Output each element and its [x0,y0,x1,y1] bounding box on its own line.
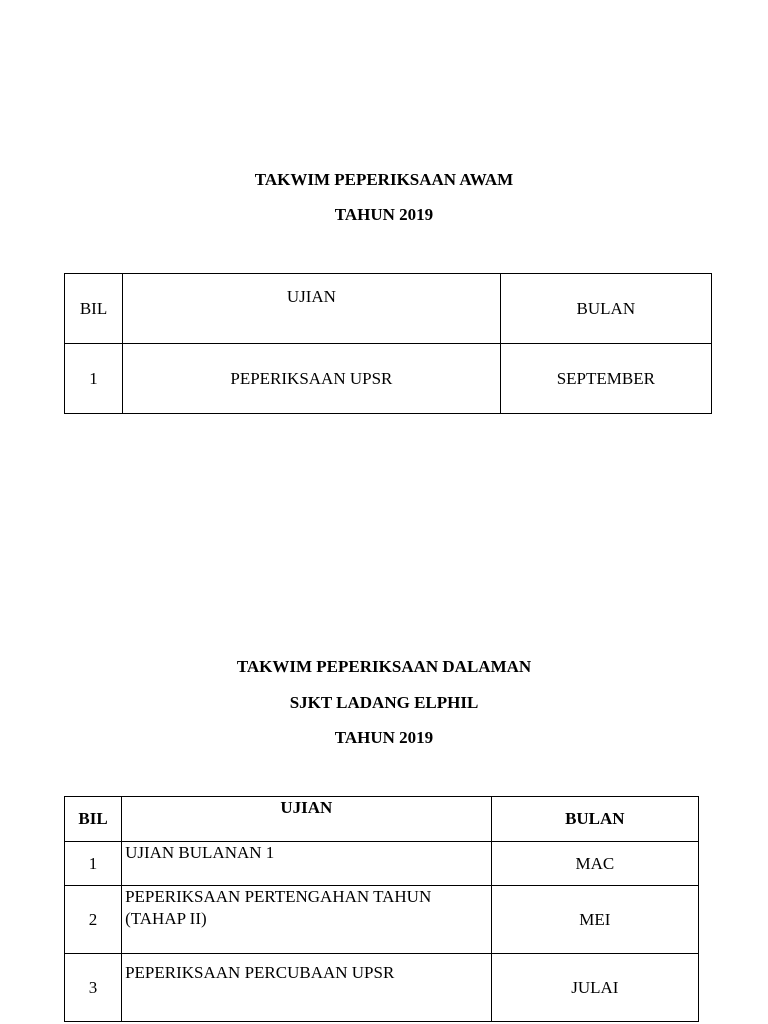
cell-bil: 1 [65,842,122,886]
public-exam-table [64,273,712,414]
public-exam-year: TAHUN 2019 [334,205,434,224]
cell-ujian: UJIAN BULANAN 1 [122,842,492,886]
table-row [65,886,699,954]
header-bulan: BULAN [500,274,711,344]
table-row [65,842,699,886]
header-bil: BIL [65,274,123,344]
cell-ujian: PEPERIKSAAN PERCUBAAN UPSR [122,954,492,1022]
header-ujian: UJIAN [122,797,492,842]
internal-exam-year: TAHUN 2019 [334,728,434,747]
internal-exam-table [64,796,699,1022]
cell-bulan: JULAI [491,954,698,1022]
header-ujian: UJIAN [123,274,501,344]
table-header-row [65,797,699,842]
header-bulan: BULAN [491,797,698,842]
cell-bil: 3 [65,954,122,1022]
cell-bulan: SEPTEMBER [500,344,711,414]
school-name: SJKT LADANG ELPHIL [289,693,479,712]
table-row [65,954,699,1022]
cell-ujian: PEPERIKSAAN PERTENGAHAN TAHUN (TAHAP II) [122,886,492,954]
public-exam-title: TAKWIM PEPERIKSAAN AWAM [254,170,514,189]
cell-bulan: MAC [491,842,698,886]
table-header-row [65,274,712,344]
header-bil: BIL [65,797,122,842]
table-row [65,344,712,414]
cell-bil: 1 [65,344,123,414]
cell-bulan: MEI [491,886,698,954]
cell-bil: 2 [65,886,122,954]
internal-exam-title: TAKWIM PEPERIKSAAN DALAMAN [236,657,532,676]
cell-ujian: PEPERIKSAAN UPSR [123,344,501,414]
